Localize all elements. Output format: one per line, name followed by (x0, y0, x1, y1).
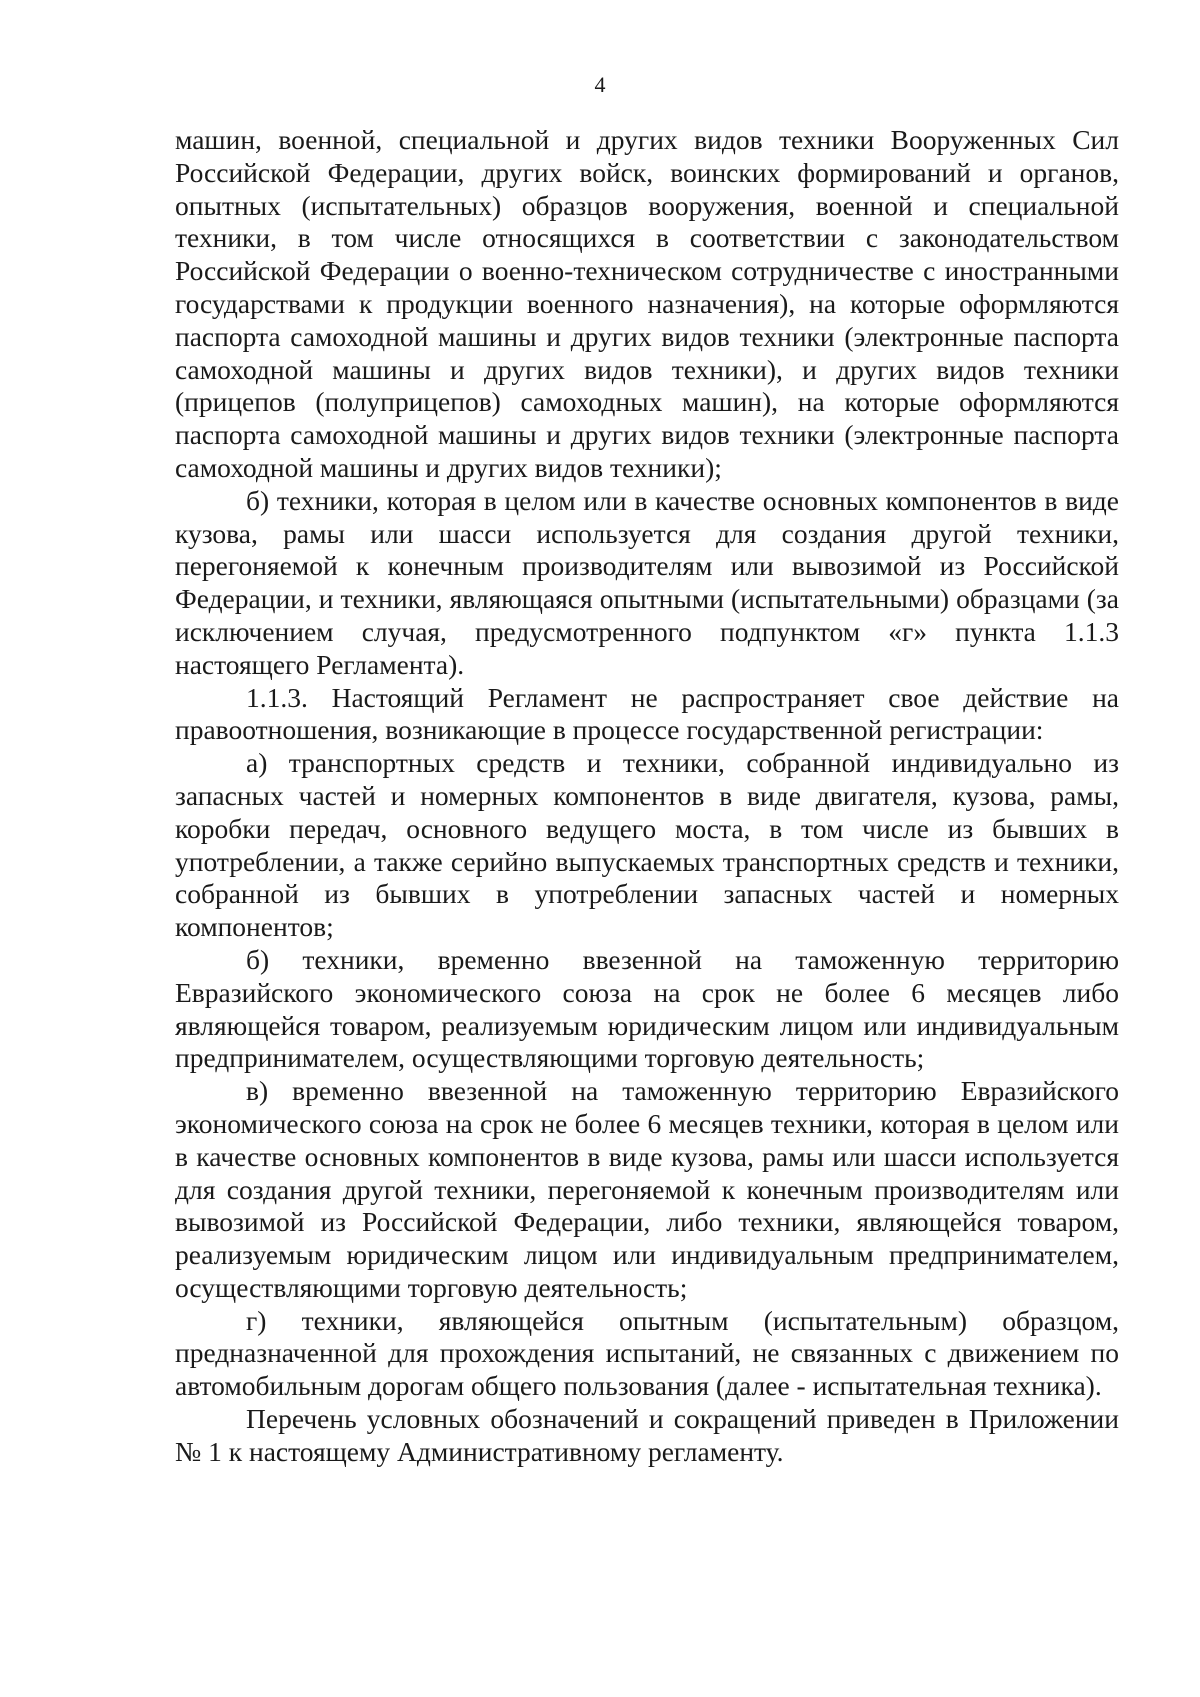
paragraph-item-b: б) техники, которая в целом или в качестве основных компонентов в виде кузова, рамы или шасси используется для создания другой техники, перегоняемой к конечным производителям или вывозимой из Российской Федерации, и техники, являющаяся опытными (испытательными) образцами (за исключением случая, предусмотренного подпунктом «г» пункта 1.1.3 настоящего Регламента). (175, 484, 1119, 680)
paragraph-item-v: в) временно ввезенной на таможенную территорию Евразийского экономического союза на срок не более 6 месяцев техники, которая в целом или в качестве основных компонентов в виде кузова, рамы или шасси используется для создания другой техники, перегоняемой к конечным производителям или вывозимой из Российской Федерации, либо техники, являющейся товаром, реализуемым юридическим лицом или индивидуальным предпринимателем, осуществляющими торговую деятельность; (175, 1075, 1119, 1303)
paragraph-abbreviations: Перечень условных обозначений и сокращений приведен в Приложении № 1 к настоящему Административному регламенту. (175, 1403, 1119, 1467)
document-body (175, 124, 1119, 1469)
paragraph-item-g: г) техники, являющейся опытным (испытательным) образцом, предназначенной для прохождения испытаний, не связанных с движением по автомобильным дорогам общего пользования (далее - испытательная техника). (175, 1304, 1119, 1402)
paragraph-continuation: машин, военной, специальной и других видов техники Вооруженных Сил Российской Федерации, других войск, воинских формирований и органов, опытных (испытательных) образцов вооружения, военной и специальной техники, в том числе относящихся в соответствии с законодательством Российской Федерации о военно-техническом сотрудничестве с иностранными государствами к продукции военного назначения), на которые оформляются паспорта самоходной машины и других видов техники (электронные паспорта самоходной машины и других видов техники), и других видов техники (прицепов (полуприцепов) самоходных машин), на которые оформляются паспорта самоходной машины и других видов техники (электронные паспорта самоходной машины и других видов техники); (175, 124, 1119, 483)
paragraph-1-1-3: 1.1.3. Настоящий Регламент не распространяет свое действие на правоотношения, возникающие в процессе государственной регистрации: (175, 681, 1119, 746)
page-number: 4 (594, 72, 606, 97)
paragraph-item-a: а) транспортных средств и техники, собранной индивидуально из запасных частей и номерных компонентов в виде двигателя, кузова, рамы, коробки передач, основного ведущего моста, в том числе из бывших в употреблении, а также серийно выпускаемых транспортных средств и техники, собранной из бывших в употреблении запасных частей и номерных компонентов; (175, 747, 1119, 943)
paragraph-item-b-2: б) техники, временно ввезенной на таможенную территорию Евразийского экономического союза на срок не более 6 месяцев либо являющейся товаром, реализуемым юридическим лицом или индивидуальным предпринимателем, осуществляющими торговую деятельность; (175, 943, 1119, 1074)
